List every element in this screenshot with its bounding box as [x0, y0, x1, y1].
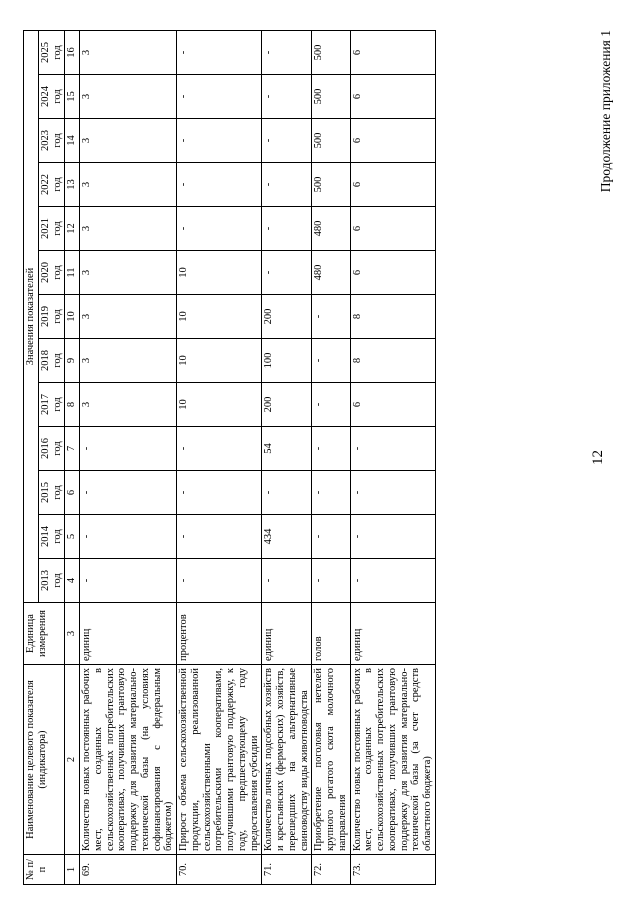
- value-cell: 500: [312, 119, 350, 163]
- value-cell: 10: [177, 383, 262, 427]
- header-no: № п/п: [24, 855, 65, 885]
- unit-cell: единиц: [262, 603, 312, 665]
- value-cell: 500: [312, 31, 350, 75]
- column-number: 3: [65, 603, 80, 665]
- value-cell: -: [262, 471, 312, 515]
- value-cell: 3: [80, 251, 177, 295]
- row-number: 73.: [350, 855, 435, 885]
- value-cell: 3: [80, 31, 177, 75]
- value-cell: -: [312, 295, 350, 339]
- column-number: 7: [65, 427, 80, 471]
- header-colnum-row: [65, 31, 80, 885]
- value-cell: -: [312, 515, 350, 559]
- column-number: 5: [65, 515, 80, 559]
- value-cell: -: [80, 515, 177, 559]
- column-number: 11: [65, 251, 80, 295]
- value-cell: 3: [80, 295, 177, 339]
- table-row: [350, 31, 435, 885]
- value-cell: -: [312, 339, 350, 383]
- row-number: 70.: [177, 855, 262, 885]
- unit-cell: голов: [312, 603, 350, 665]
- header-unit: Единица измерения: [24, 603, 65, 665]
- value-cell: -: [262, 31, 312, 75]
- value-cell: 3: [80, 383, 177, 427]
- value-cell: -: [177, 119, 262, 163]
- header-year: 2024 год: [38, 75, 65, 119]
- column-number: 2: [65, 665, 80, 855]
- column-number: 1: [65, 855, 80, 885]
- row-number: 69.: [80, 855, 177, 885]
- indicator-name: Количество новых постоянных рабочих мест, созданных в сельскохозяйственных потребительских кооперативах, получивших грантовую поддержку для развития материально-технической базы (на условиях софинансирования с федеральным бюджетом): [80, 665, 177, 855]
- value-cell: -: [80, 471, 177, 515]
- value-cell: 500: [312, 163, 350, 207]
- value-cell: 10: [177, 339, 262, 383]
- header-year: 2015 год: [38, 471, 65, 515]
- value-cell: 434: [262, 515, 312, 559]
- indicators-table: [23, 30, 436, 885]
- indicator-name: Прирост объема сельскохозяйственной продукции, реализованной сельскохозяйственными потребительскими кооперативами, получившими грантовую поддержку, к году, предшествующему году предоставления субсидии: [177, 665, 262, 855]
- table-row: [177, 31, 262, 885]
- column-number: 8: [65, 383, 80, 427]
- value-cell: -: [312, 559, 350, 603]
- row-number: 71.: [262, 855, 312, 885]
- value-cell: 200: [262, 295, 312, 339]
- value-cell: 6: [350, 383, 435, 427]
- value-cell: 3: [80, 75, 177, 119]
- value-cell: -: [262, 207, 312, 251]
- page-number: 12: [590, 450, 606, 465]
- header-year: 2022 год: [38, 163, 65, 207]
- column-number: 9: [65, 339, 80, 383]
- table-row: [80, 31, 177, 885]
- value-cell: -: [312, 471, 350, 515]
- header-year: 2023 год: [38, 119, 65, 163]
- column-number: 15: [65, 75, 80, 119]
- value-cell: -: [80, 427, 177, 471]
- value-cell: -: [177, 471, 262, 515]
- value-cell: -: [177, 559, 262, 603]
- value-cell: -: [177, 163, 262, 207]
- value-cell: 10: [177, 295, 262, 339]
- unit-cell: единиц: [80, 603, 177, 665]
- indicator-name: Приобретение поголовья нетелей крупного рогатого скота молочного направления: [312, 665, 350, 855]
- value-cell: 6: [350, 75, 435, 119]
- value-cell: -: [262, 119, 312, 163]
- column-number: 14: [65, 119, 80, 163]
- indicators-table-wrap: [23, 30, 581, 885]
- value-cell: 500: [312, 75, 350, 119]
- header-year: 2016 год: [38, 427, 65, 471]
- header-year: 2020 год: [38, 251, 65, 295]
- column-number: 4: [65, 559, 80, 603]
- value-cell: -: [262, 559, 312, 603]
- column-number: 12: [65, 207, 80, 251]
- value-cell: -: [177, 427, 262, 471]
- header-year: 2025 год: [38, 31, 65, 75]
- header-name: Наименование целевого показателя (индикатора): [24, 665, 65, 855]
- value-cell: 6: [350, 31, 435, 75]
- table-row: [312, 31, 350, 885]
- unit-cell: процентов: [177, 603, 262, 665]
- row-number: 72.: [312, 855, 350, 885]
- header-year: 2018 год: [38, 339, 65, 383]
- value-cell: 6: [350, 251, 435, 295]
- header-year: 2014 год: [38, 515, 65, 559]
- value-cell: -: [350, 559, 435, 603]
- value-cell: -: [312, 427, 350, 471]
- value-cell: 6: [350, 207, 435, 251]
- value-cell: -: [312, 383, 350, 427]
- continuation-label: Продолжение приложения 1: [598, 30, 613, 193]
- value-cell: 8: [350, 295, 435, 339]
- value-cell: -: [177, 515, 262, 559]
- value-cell: 10: [177, 251, 262, 295]
- value-cell: 3: [80, 163, 177, 207]
- indicator-name: Количество новых постоянных рабочих мест, созданных в сельскохозяйственных потребительских кооперативах, получивших грантовую поддержку для развития материально-технической базы (за счет средств областного бюджета): [350, 665, 435, 855]
- value-cell: 3: [80, 339, 177, 383]
- value-cell: 200: [262, 383, 312, 427]
- value-cell: -: [350, 471, 435, 515]
- value-cell: 8: [350, 339, 435, 383]
- header-values: Значения показателей: [24, 31, 39, 603]
- value-cell: 54: [262, 427, 312, 471]
- table-row: [262, 31, 312, 885]
- header-year: 2017 год: [38, 383, 65, 427]
- header-year: 2021 год: [38, 207, 65, 251]
- column-number: 6: [65, 471, 80, 515]
- value-cell: -: [262, 251, 312, 295]
- value-cell: 100: [262, 339, 312, 383]
- value-cell: 6: [350, 163, 435, 207]
- header-year: 2013 год: [38, 559, 65, 603]
- header-row-1: [24, 31, 39, 885]
- header-year: 2019 год: [38, 295, 65, 339]
- value-cell: -: [177, 75, 262, 119]
- value-cell: 3: [80, 207, 177, 251]
- column-number: 16: [65, 31, 80, 75]
- unit-cell: единиц: [350, 603, 435, 665]
- value-cell: -: [80, 559, 177, 603]
- value-cell: 480: [312, 251, 350, 295]
- value-cell: -: [350, 427, 435, 471]
- value-cell: 3: [80, 119, 177, 163]
- column-number: 10: [65, 295, 80, 339]
- value-cell: -: [262, 75, 312, 119]
- value-cell: -: [177, 207, 262, 251]
- value-cell: 6: [350, 119, 435, 163]
- value-cell: -: [177, 31, 262, 75]
- value-cell: -: [262, 163, 312, 207]
- indicator-name: Количество личных подсобных хозяйств и крестьянских (фермерских) хозяйств, перешедших на альтернативные свиноводству виды животноводства: [262, 665, 312, 855]
- value-cell: -: [350, 515, 435, 559]
- value-cell: 480: [312, 207, 350, 251]
- column-number: 13: [65, 163, 80, 207]
